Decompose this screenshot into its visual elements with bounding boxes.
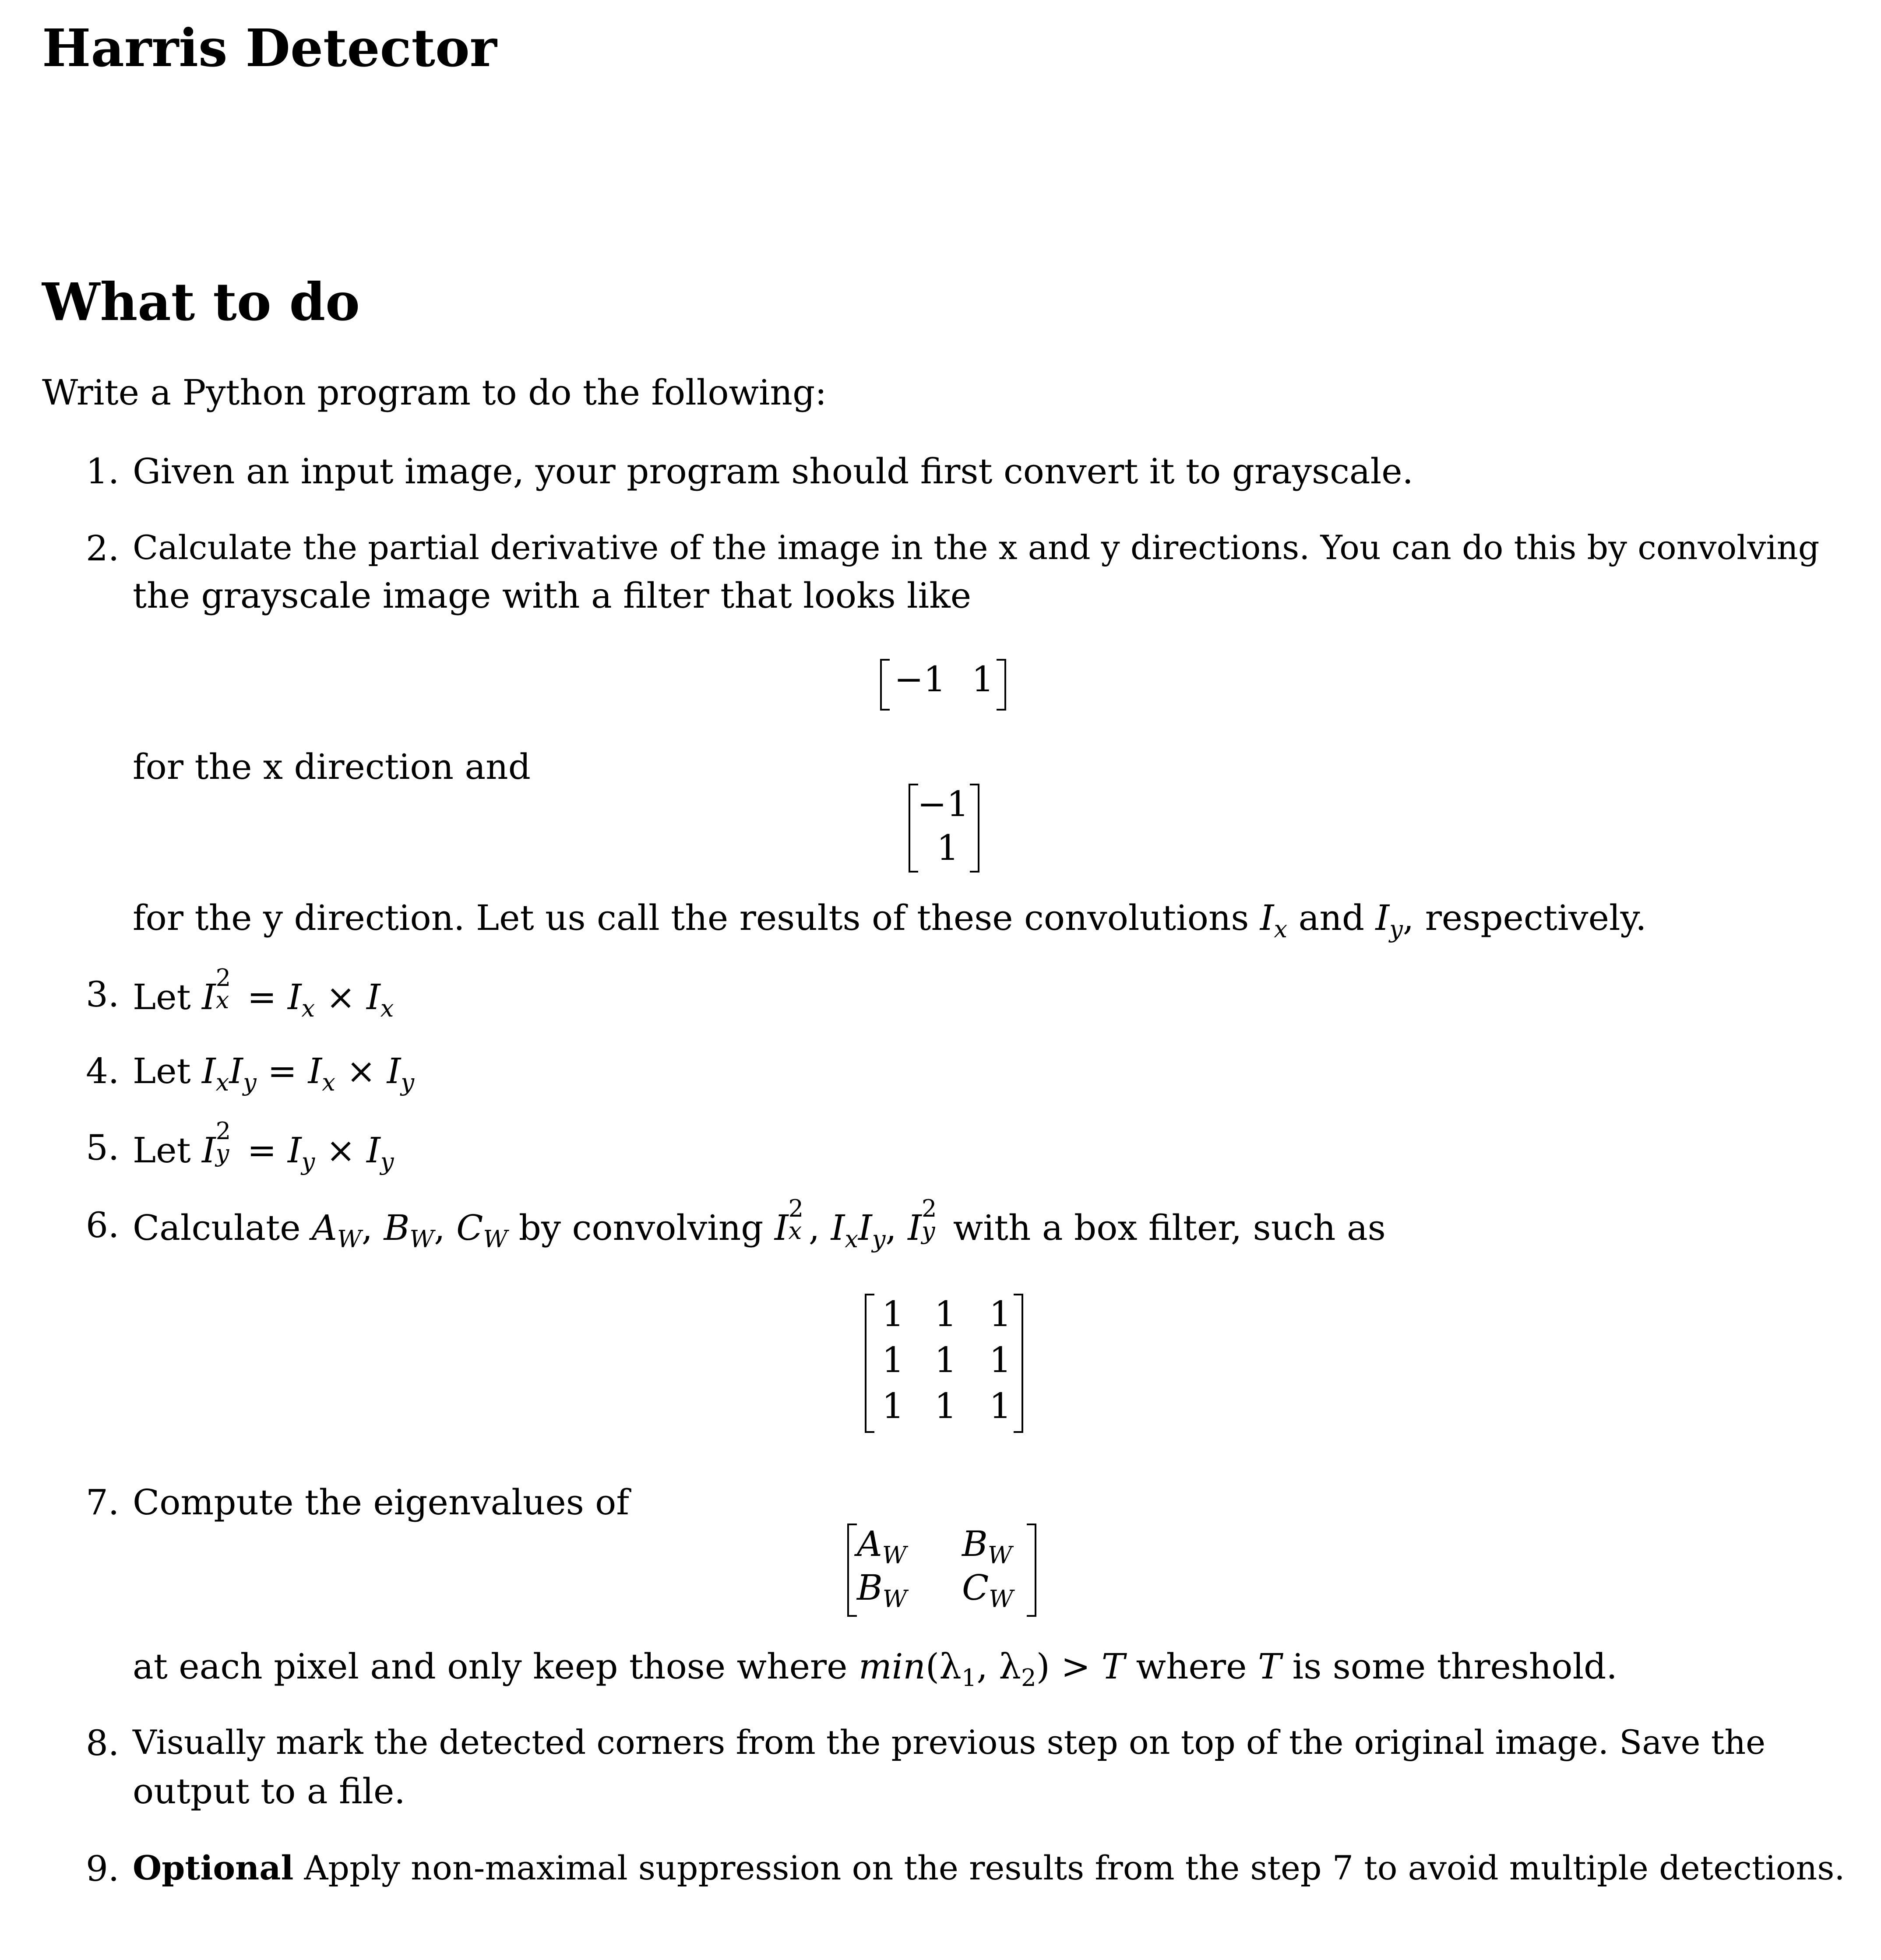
box-cell: 1 xyxy=(882,1294,904,1334)
matrix-cell: $C_W$ xyxy=(962,1567,1014,1613)
step-3-number: 3. xyxy=(86,974,120,1015)
box-cell: 1 xyxy=(934,1340,957,1380)
box-cell: 1 xyxy=(989,1340,1011,1380)
step-2-x-label: for the x direction and xyxy=(133,746,531,787)
right-bracket xyxy=(997,659,1006,711)
step-9-text: Optional Apply non-maximal suppression on the results from the step 7 to avoid multiple detections. xyxy=(133,1848,1845,1887)
intro-text: Write a Python program to do the following: xyxy=(42,372,827,413)
structure-tensor-matrix xyxy=(847,1524,1040,1620)
step-7-condition: at each pixel and only keep those where $\min(\lambda_1$, $\lambda_2) > T$ where T is some threshold. xyxy=(133,1646,1617,1692)
step-6-number: 6. xyxy=(86,1205,120,1246)
step-4-text: Let $I_xI_y = I_x \times I_y$ xyxy=(133,1051,415,1097)
step-9-number: 9. xyxy=(86,1848,120,1889)
left-bracket xyxy=(865,1294,874,1433)
step-6-text: Calculate $A_W$, $B_W$, $C_W$ by convolving I 2 x , $I_xI_y$, I 2 y with a box filter, such as xyxy=(133,1195,1386,1253)
step-2-number: 2. xyxy=(86,528,120,569)
step-5-number: 5. xyxy=(86,1127,120,1168)
filter-x-matrix xyxy=(880,659,1007,711)
filter-y-cell: 1 xyxy=(937,827,959,868)
right-bracket xyxy=(1027,1524,1036,1617)
step-7-text: Compute the eigenvalues of xyxy=(133,1482,629,1523)
page-title: Harris Detector xyxy=(42,18,497,78)
right-bracket xyxy=(970,784,979,873)
box-cell: 1 xyxy=(989,1294,1011,1334)
filter-x-cell: −1 xyxy=(894,659,946,700)
step-2-y-text: for the y direction. Let us call the results of these convolutions $I_x$ and $I_y$, respectively. xyxy=(133,897,1647,943)
section-heading: What to do xyxy=(42,271,360,332)
box-cell: 1 xyxy=(882,1340,904,1380)
left-bracket xyxy=(880,659,890,711)
step-2-line2: the grayscale image with a filter that looks like xyxy=(133,575,972,616)
matrix-cell: $B_W$ xyxy=(962,1524,1012,1569)
filter-y-matrix xyxy=(909,784,983,871)
step-1-number: 1. xyxy=(86,451,120,492)
left-bracket xyxy=(909,784,918,873)
optional-label: Optional xyxy=(133,1848,294,1887)
box-cell: 1 xyxy=(989,1386,1011,1426)
step-7-number: 7. xyxy=(86,1482,120,1523)
matrix-cell: $A_W$ xyxy=(857,1524,907,1569)
step-8-line1: Visually mark the detected corners from the previous step on top of the original image. Save the xyxy=(133,1723,1766,1762)
box-filter-matrix xyxy=(865,1294,1031,1434)
matrix-cell: $B_W$ xyxy=(857,1567,907,1613)
box-cell: 1 xyxy=(934,1294,957,1334)
step-5-text: Let I 2 y = $I_y \times I_y$ xyxy=(133,1117,394,1176)
step-3-text: Let I 2 x = $I_x \times I_x$ xyxy=(133,964,394,1023)
step-8-line2: output to a file. xyxy=(133,1771,405,1812)
filter-x-cell: 1 xyxy=(972,659,994,700)
box-cell: 1 xyxy=(882,1386,904,1426)
step-1-text: Given an input image, your program should first convert it to grayscale. xyxy=(133,451,1413,492)
step-4-number: 4. xyxy=(86,1051,120,1091)
box-cell: 1 xyxy=(934,1386,957,1426)
filter-y-cell: −1 xyxy=(917,784,969,824)
left-bracket xyxy=(847,1524,857,1617)
step-8-number: 8. xyxy=(86,1723,120,1763)
right-bracket xyxy=(1014,1294,1023,1433)
step-2-line1: Calculate the partial derivative of the image in the x and y directions. You can do this by convolving xyxy=(133,528,1820,567)
